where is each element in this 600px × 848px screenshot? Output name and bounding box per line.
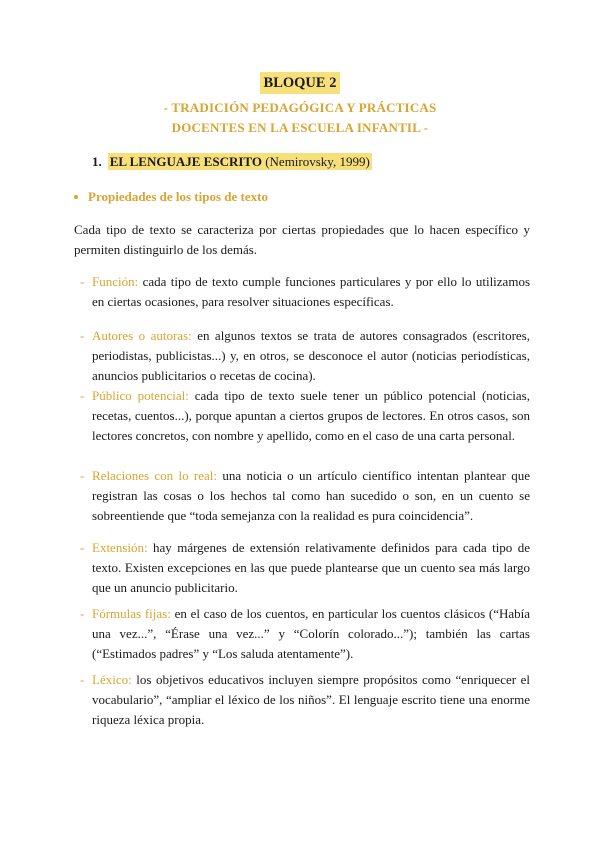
- block-title: BLOQUE 2: [260, 72, 341, 94]
- list-item-term: Extensión:: [92, 540, 148, 555]
- list-item: [80, 538, 530, 598]
- list-item-term: Relaciones con lo real:: [92, 468, 218, 483]
- list-dash: -: [80, 606, 85, 621]
- list-item-text: los objetivos educativos incluyen siempre propósitos como “enriquecer el vocabulario”, “ampliar el léxico de los niños”. El lenguaje escrito tiene una enorme riqueza léxica propia.: [92, 672, 530, 727]
- list-item: [80, 466, 530, 526]
- list-item-term: Función:: [92, 274, 139, 289]
- subtitle-line-1: - TRADICIÓN PEDAGÓGICA Y PRÁCTICAS: [163, 100, 437, 115]
- list-item: [80, 670, 530, 730]
- list-item: [80, 272, 530, 312]
- subtitle-line-2: DOCENTES EN LA ESCUELA INFANTIL -: [171, 120, 429, 135]
- block-title-container: [0, 72, 600, 94]
- list-item-term: Público potencial:: [92, 388, 189, 403]
- list-item-text: en el caso de los cuentos, en particular los cuentos clásicos (“Había una vez...”, “Érase una vez...” y “Colorín colorado...”); también las cartas (“Estimados padres” y “Los saluda atentamente”).: [92, 606, 530, 661]
- list-dash: -: [80, 468, 85, 483]
- intro-paragraph: Cada tipo de texto se caracteriza por ciertas propiedades que lo hacen específico y permiten distinguirlo de los demás.: [74, 222, 530, 257]
- list-dash: -: [80, 388, 85, 403]
- section-1-number: 1.: [92, 154, 102, 169]
- list-item-text: en algunos textos se trata de autores consagrados (escritores, periodistas, publicistas...) y, en otros, se desconoce el autor (noticias periodísticas, anuncios publicitarios o recetas de cocina).: [92, 328, 530, 383]
- section-1-highlight: [108, 153, 372, 170]
- list-dash: -: [80, 328, 85, 343]
- list-item-text: una noticia o un artículo científico intentan plantear que registran las cosas o los hechos tal como han sucedido o son, en un cuento se sobreentiende que “toda semejanza con la realidad es pura coincidencia”.: [92, 468, 530, 523]
- list-item: [80, 326, 530, 386]
- section-1-heading: [92, 153, 372, 171]
- list-item-text: hay márgenes de extensión relativamente definidos para cada tipo de texto. Existen excepciones en las que puede plantearse que un cuento sea más largo que un anuncio publicitario.: [92, 540, 530, 595]
- list-dash: -: [80, 274, 85, 289]
- block-subtitle: [0, 98, 600, 138]
- list-dash: -: [80, 540, 85, 555]
- list-item-text: cada tipo de texto cumple funciones particulares y por ello lo utilizamos en ciertas ocasiones, para resolver situaciones específicas.: [92, 274, 530, 309]
- list-dash: -: [80, 672, 85, 687]
- bullet-dot-icon: [74, 195, 78, 199]
- list-item-text: cada tipo de texto suele tener un público potencial (noticias, recetas, cuentos...), porque apuntan a ciertos grupos de lectores. En otros casos, son lectores concretos, con nombre y apellido, como en el caso de una carta personal.: [92, 388, 530, 443]
- section-2-heading: [74, 188, 268, 206]
- list-item-term: Fórmulas fijas:: [92, 606, 171, 621]
- list-item: [80, 604, 530, 664]
- list-item-term: Léxico:: [92, 672, 132, 687]
- list-item-term: Autores o autoras:: [92, 328, 192, 343]
- section-2-title: Propiedades de los tipos de texto: [88, 189, 268, 204]
- list-item: [80, 386, 530, 446]
- section-1-reference: (Nemirovsky, 1999): [265, 154, 370, 169]
- section-1-title: EL LENGUAJE ESCRITO: [109, 154, 262, 169]
